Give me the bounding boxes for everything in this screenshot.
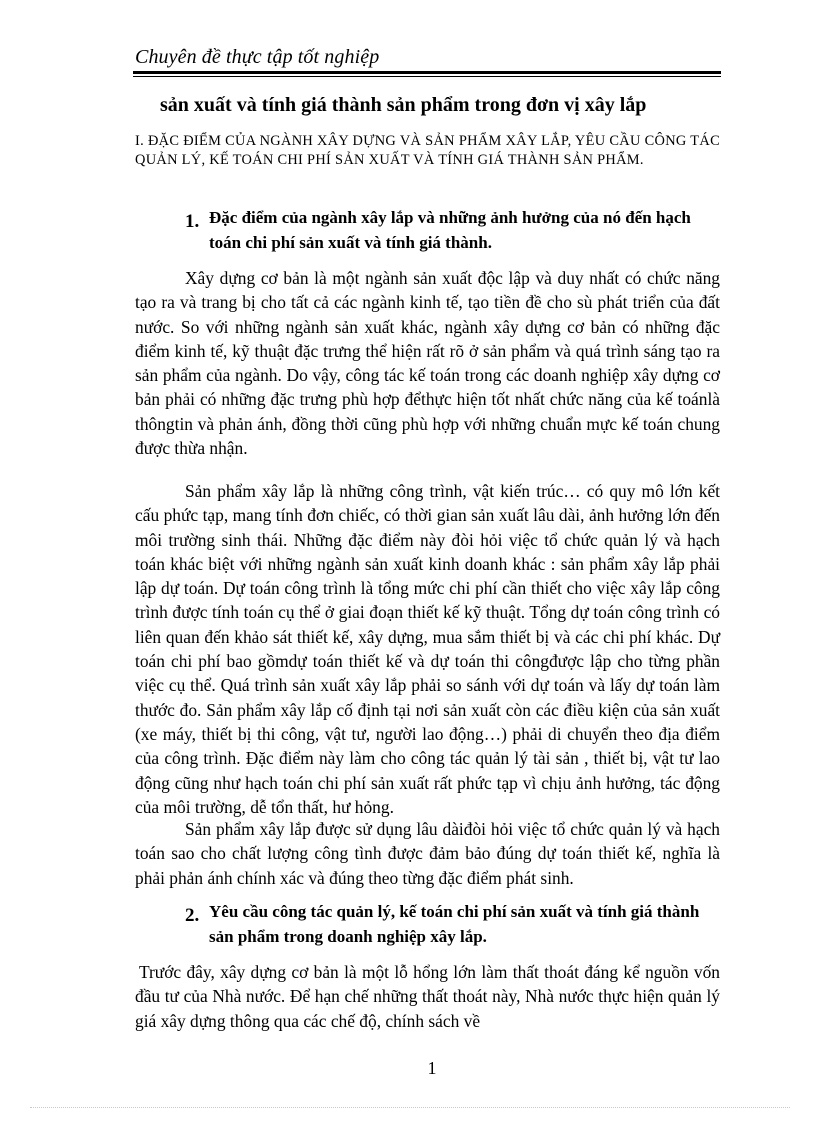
header-rule-thin	[133, 76, 721, 77]
section-heading: I. ĐẶC ĐIỂM CỦA NGÀNH XÂY DỰNG VÀ SẢN PHẨM XÂY LẮP, YÊU CẦU CÔNG TÁC QUẢN LÝ, KẾ TOÁN CHI PHÍ SẢN XUẤT VÀ TÍNH GIÁ THÀNH SẢN PHẨM.	[135, 133, 720, 168]
subsection-heading-2	[185, 899, 725, 949]
paragraph: Xây dựng cơ bản là một ngành sản xuất độc lập và duy nhất có chức năng tạo ra và trang bị cho tất cả các ngành kinh tế, tạo tiền đề cho sù phát triển của đất nước. So với những ngành sản xuất khác, ngành xây dựng cơ bản có những đặc điểm kinh tế, kỹ thuật đặc trưng thể hiện rất rõ ở sản phẩm và quá trình sáng tạo ra sản phẩm của ngành. Do vậy, công tác kế toán trong các doanh nghiệp xây dựng cơ bản phải có những đặc trưng phù hợp đểthực hiện tốt nhất chức năng của kế toánlà thôngtin và phản ánh, đồng thời cũng phù hợp với những chuẩn mực kế toán chung được thừa nhận.	[135, 268, 720, 459]
paragraph: Sản phẩm xây lắp là những công trình, vật kiến trúc… có quy mô lớn kết cấu phức tạp, mang tính đơn chiếc, có thời gian sản xuất lâu dài, ảnh hưởng lớn đến môi trường sinh thái. Những đặc điểm này đòi hỏi việc tổ chức quản lý và hạch toán khác biệt với những ngành sản xuất kinh doanh khác : sản phẩm xây lắp phải lập dự toán. Dự toán công trình là tổng mức chi phí cần thiết cho việc xây lắp công trình được tính toán cụ thể ở giai đoạn thiết kế kỹ thuật. Tổng dự toán công trình có liên quan đến khảo sát thiết kế, xây dựng, mua sắm thiết bị và các chi phí khác. Dự toán chi phí bao gồmdự toán thiết kế và dự toán thi côngđược lập cho từng phần việc cụ thể. Quá trình sản xuất xây lắp phải so sánh với dự toán và lấy dự toán làm thước đo. Sản phẩm xây lắp cố định tại nơi sản xuất còn các điều kiện của sản xuất (xe máy, thiết bị thi công, vật tư, người lao động…) phải di chuyển theo địa điểm của công trình. Đặc điểm này làm cho công tác quản lý tài sản , thiết bị, vật tư lao động cũng như hạch toán chi phí sản xuất rất phức tạp vì chịu ảnh hưởng, tác động của môi trường, dễ tổn thất, hư hỏng.	[135, 481, 720, 817]
subsection-title: Yêu cầu công tác quản lý, kế toán chi phí sản xuất và tính giá thành sản phẩm trong doanh nghiệp xây lắp.	[209, 902, 700, 946]
page-number: 1	[427, 1058, 437, 1078]
paragraph: Sản phẩm xây lắp được sử dụng lâu dàiđòi hỏi việc tổ chức quản lý và hạch toán sao cho chất lượng công tình được đảm bảo đúng dự toán thiết kế, nghĩa là phải phản ánh chính xác và đúng theo từng đặc điểm phát sinh.	[135, 819, 720, 888]
paragraph: Trước đây, xây dựng cơ bản là một lỗ hổng lớn làm thất thoát đáng kể nguồn vốn đầu tư của Nhà nước. Để hạn chế những thất thoát này, Nhà nước thực hiện quản lý giá xây dựng thông qua các chế độ, chính sách về	[135, 962, 720, 1031]
subsection-heading-1	[185, 205, 725, 255]
subsection-number: 2.	[185, 905, 200, 926]
subsection-number: 1.	[185, 211, 200, 232]
document-title: sản xuất và tính giá thành sản phẩm trong đơn vị xây lắp	[160, 94, 647, 116]
header-rule	[133, 71, 721, 74]
footer-divider	[30, 1107, 790, 1108]
running-header-title: Chuyên đề thực tập tốt nghiệp	[135, 46, 380, 68]
subsection-title: Đặc điểm của ngành xây lắp và những ảnh hưởng của nó đến hạch toán chi phí sản xuất và tính giá thành.	[209, 208, 691, 252]
